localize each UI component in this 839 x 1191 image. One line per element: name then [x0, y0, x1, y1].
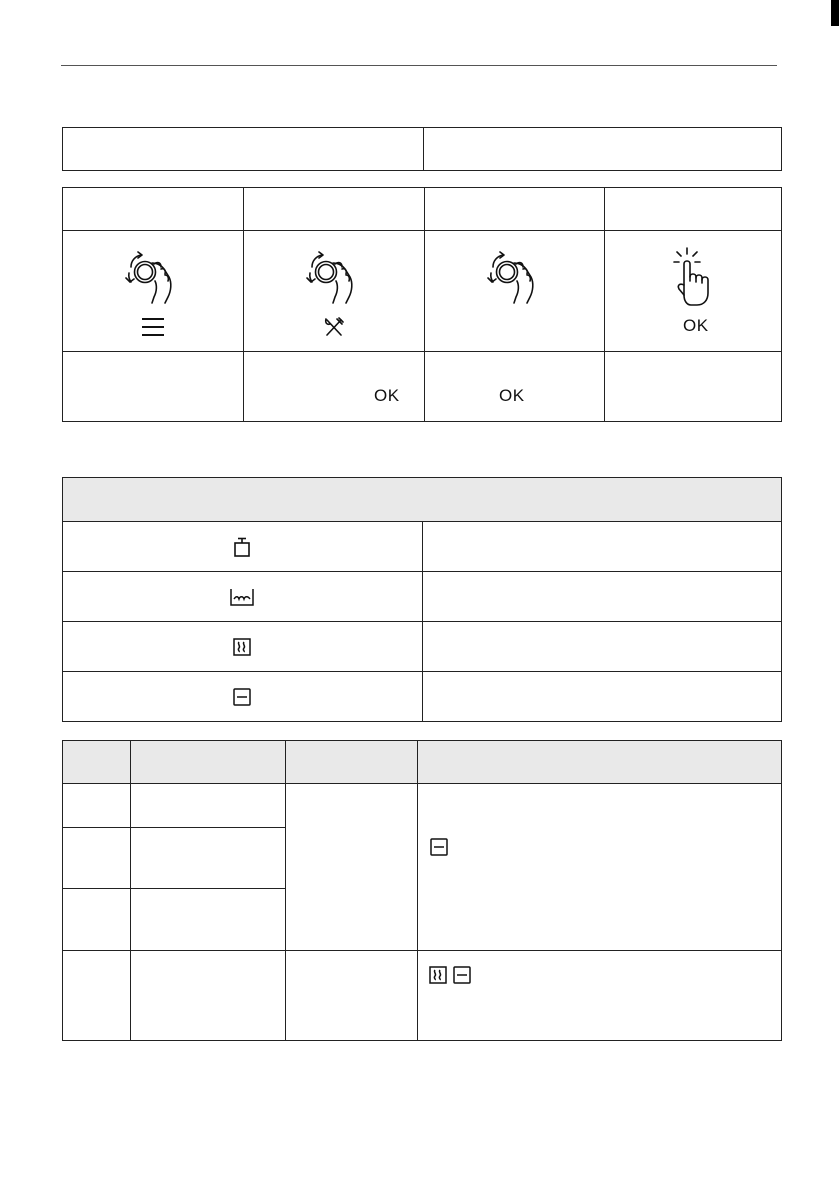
symbol-description	[422, 622, 782, 672]
menu-icon	[142, 317, 164, 337]
step-1-text	[63, 352, 244, 422]
symbol-cell	[63, 672, 423, 722]
symbol-cell	[63, 572, 423, 622]
settings-header-4	[418, 741, 782, 784]
steam-heat-icon	[233, 638, 251, 656]
rotate-knob-icon	[302, 247, 372, 309]
settings-cell	[418, 784, 782, 951]
symbol-description	[422, 572, 782, 622]
tap-finger-icon	[669, 247, 719, 309]
symbol-cell	[63, 522, 423, 572]
rotate-knob-icon	[121, 247, 191, 309]
step-3-text	[425, 352, 605, 422]
fork-knife-icon	[324, 317, 344, 337]
page-edge-mark	[831, 0, 839, 26]
step-header-1	[63, 188, 244, 231]
step-4-icons	[605, 231, 782, 352]
ok-label: OK	[499, 386, 525, 405]
settings-cell	[131, 784, 286, 828]
control-steps-table	[62, 187, 782, 422]
step-header-2	[244, 188, 425, 231]
steam-heat-icon	[429, 966, 447, 984]
rotate-knob-icon	[483, 247, 553, 309]
settings-header-2	[131, 741, 286, 784]
step-2-text	[244, 352, 425, 422]
intro-cell-right	[424, 128, 782, 171]
shelf-level-icon	[453, 966, 471, 984]
settings-cell	[131, 889, 286, 951]
settings-cell	[418, 951, 782, 1041]
symbol-cell	[63, 622, 423, 672]
settings-cell	[63, 889, 131, 951]
step-2-icons	[244, 231, 425, 352]
step-header-3	[425, 188, 605, 231]
settings-table	[62, 740, 782, 1041]
settings-cell	[131, 828, 286, 889]
water-tank-icon	[230, 588, 254, 606]
symbol-description	[422, 522, 782, 572]
intro-cell-left	[63, 128, 424, 171]
settings-cell	[286, 951, 418, 1041]
settings-cell	[63, 951, 131, 1041]
step-4-text	[605, 352, 782, 422]
settings-header-3	[286, 741, 418, 784]
intro-table	[62, 127, 782, 171]
step-1-icons	[63, 231, 244, 352]
symbol-description	[422, 672, 782, 722]
ok-label: OK	[683, 316, 709, 335]
symbols-table	[62, 477, 782, 722]
settings-header-1	[63, 741, 131, 784]
step-header-4	[605, 188, 782, 231]
settings-cell	[63, 784, 131, 828]
step-3-icons	[425, 231, 605, 352]
settings-cell	[63, 828, 131, 889]
header-rule	[61, 65, 777, 66]
shelf-level-icon	[430, 838, 448, 856]
symbols-header	[63, 478, 782, 522]
shelf-level-icon	[233, 688, 251, 706]
ok-label: OK	[374, 386, 400, 405]
settings-cell	[131, 951, 286, 1041]
tray-icon	[233, 537, 251, 557]
settings-cell	[286, 784, 418, 951]
